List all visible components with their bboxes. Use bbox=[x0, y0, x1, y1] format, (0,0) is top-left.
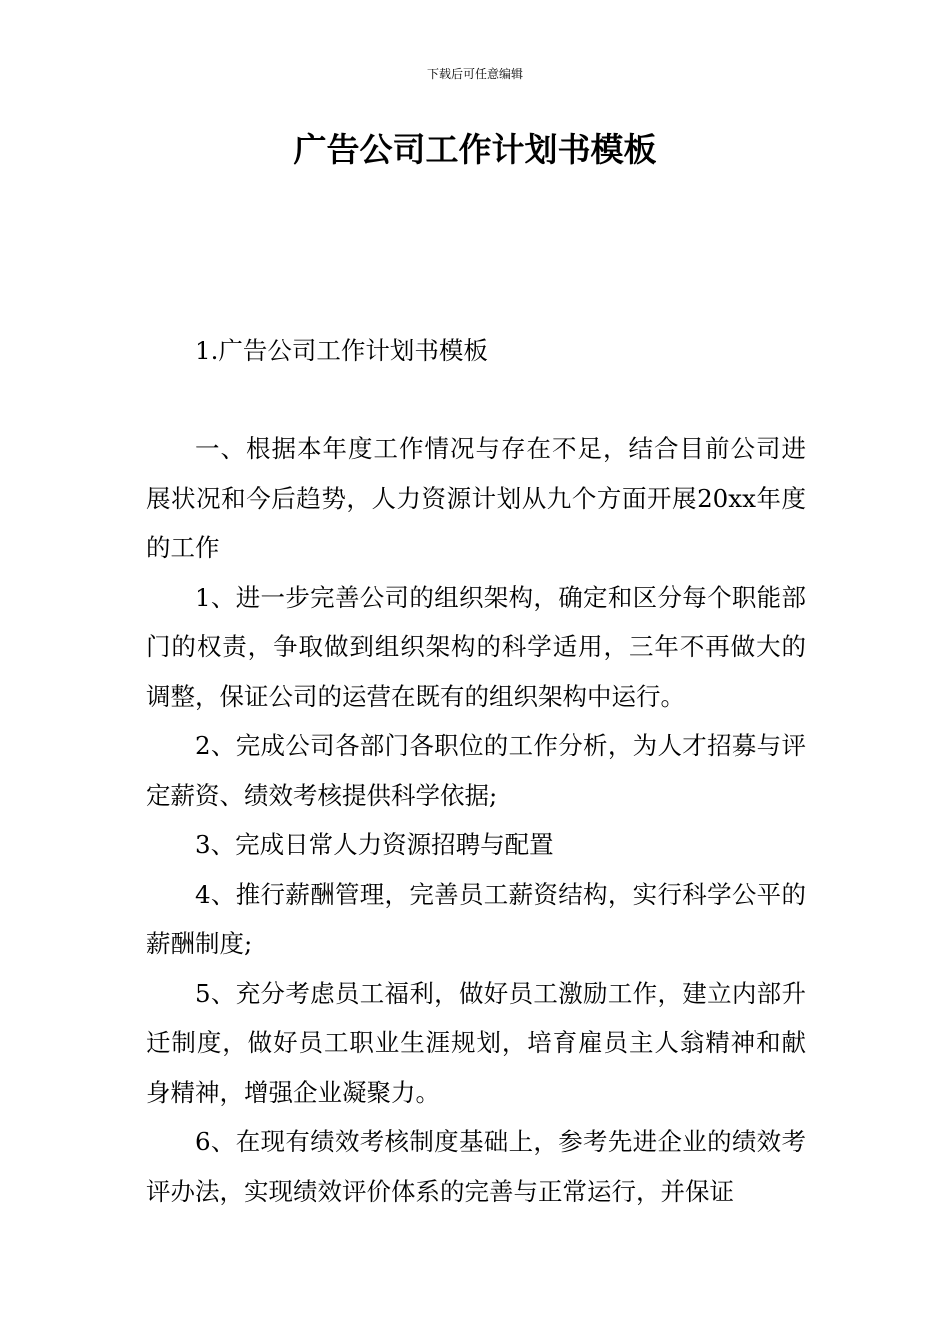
section-heading-block bbox=[146, 326, 806, 376]
paragraph-item-3: 3、完成日常人力资源招聘与配置 bbox=[195, 830, 554, 859]
paragraph-item-2: 2、完成公司各部门各职位的工作分析，为人才招募与评定薪资、绩效考核提供科学依据; bbox=[146, 731, 806, 810]
section-heading: 1.广告公司工作计划书模板 bbox=[195, 336, 488, 365]
paragraph-item-5: 5、充分考虑员工福利，做好员工激励工作，建立内部升迁制度，做好员工职业生涯规划，培育雇员主人翁精神和献身精神，增强企业凝聚力。 bbox=[146, 978, 806, 1107]
body-paragraphs bbox=[146, 424, 806, 1216]
document-title: 广告公司工作计划书模板 bbox=[293, 130, 657, 169]
paragraph-item-6: 6、在现有绩效考核制度基础上，参考先进企业的绩效考评办法，实现绩效评价体系的完善与正常运行，并保证 bbox=[146, 1127, 806, 1206]
header-note: 下载后可任意编辑 bbox=[426, 67, 523, 81]
paragraph-item-4: 4、推行薪酬管理，完善员工薪资结构，实行科学公平的薪酬制度; bbox=[146, 879, 806, 958]
paragraph-item-1: 1、进一步完善公司的组织架构，确定和区分每个职能部门的权责，争取做到组织架构的科学适用，三年不再做大的调整，保证公司的运营在既有的组织架构中运行。 bbox=[146, 582, 806, 711]
paragraph-intro: 一、根据本年度工作情况与存在不足，结合目前公司进展状况和今后趋势，人力资源计划从九个方面开展20xx年度的工作 bbox=[146, 434, 806, 562]
